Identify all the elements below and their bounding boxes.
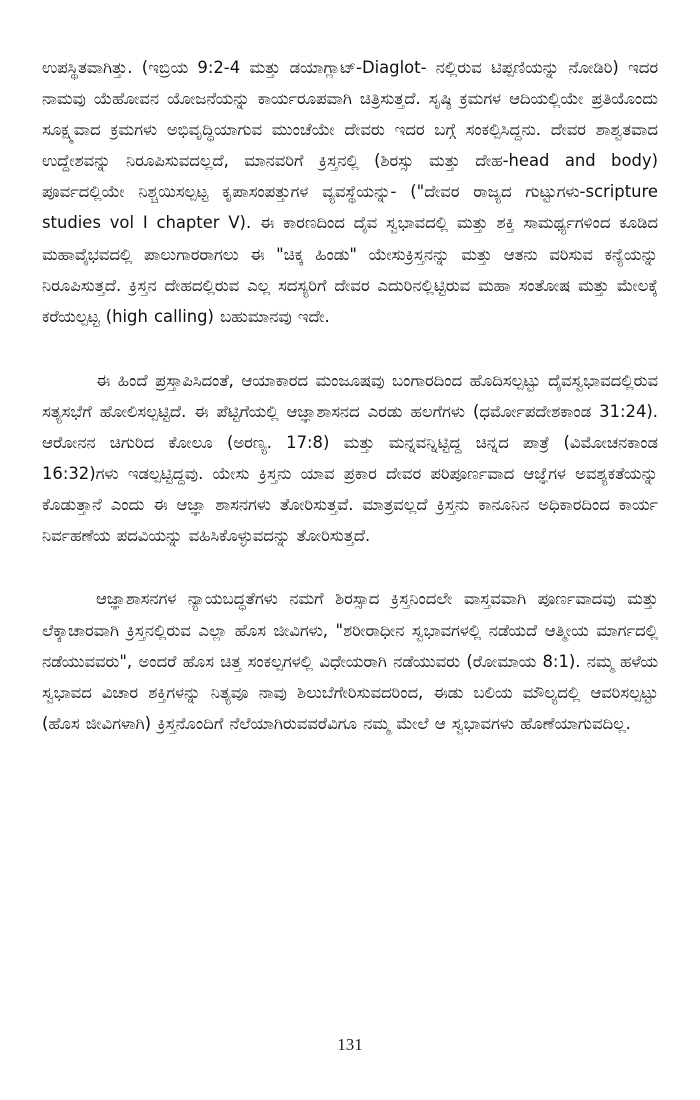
paragraph-1: ಉಪಸ್ಥಿತವಾಗಿತ್ತು. (ಇಬ್ರಿಯ 9:2-4 ಮತ್ತು ಡಯಾಗ್ಲಾಟ್-Diaglot- ನಲ್ಲಿರುವ ಟಿಪ್ಪಣಿಯನ್ನು ನೋಡಿರಿ) ಇದರ ನಾಮವು ಯೆಹೋವನ ಯೋಜನೆಯನ್ನು ಕಾರ್ಯರೂಪವಾಗಿ ಚಿತ್ರಿಸುತ್ತದೆ. ಸೃಷ್ಠಿ ಕ್ರಮಗಳ ಆದಿಯಲ್ಲಿಯೇ ಪ್ರತಿಯೊಂದು ಸೂಕ್ಷ್ಮವಾದ ಕ್ರಮಗಳು ಅಭಿವೃದ್ಧಿಯಾಗುವ ಮುಂಚೆಯೇ ದೇವರು ಇದರ ಬಗ್ಗೆ ಸಂಕಲ್ಪಿಸಿದ್ದನು. ದೇವರ ಶಾಶ್ವತವಾದ ಉದ್ದೇಶವನ್ನು ನಿರೂಪಿಸುವದಲ್ಲದೆ, ಮಾನವರಿಗೆ ಕ್ರಿಸ್ತನಲ್ಲಿ (ಶಿರಸ್ಸು ಮತ್ತು ದೇಹ-head and body) ಪೂರ್ವದಲ್ಲಿಯೇ ನಿಶ್ಚಯಿಸಲ್ಪಟ್ಟ ಕೃಪಾಸಂಪತ್ತುಗಳ ವ್ಯವಸ್ಥೆಯನ್ನು- ("ದೇವರ ರಾಜ್ಯದ ಗುಟ್ಟುಗಳು-scripture studies vol I chapter V). ಈ ಕಾರಣದಿಂದ ದೈವ ಸ್ವಭಾವದಲ್ಲಿ ಮತ್ತು ಶಕ್ತಿ ಸಾಮರ್ಥ್ಯಗಳಿಂದ ಕೂಡಿದ ಮಹಾವೈಭವದಲ್ಲಿ ಪಾಲುಗಾರರಾಗಲು ಈ "ಚಿಕ್ಕ ಹಿಂಡು" ಯೇಸುಕ್ರಿಸ್ತನನ್ನು ಮತ್ತು ಆತನು ವರಿಸುವ ಕನ್ಯೆಯನ್ನು ನಿರೂಪಿಸುತ್ತದೆ. ಕ್ರಿಸ್ತನ ದೇಹದಲ್ಲಿರುವ ಎಲ್ಲ ಸದಸ್ಯರಿಗೆ ದೇವರ ಎದುರಿನಲ್ಲಿಟ್ಟಿರುವ ಮಹಾ ಸಂತೋಷ ಮತ್ತು ಮೇಲಕ್ಕೆ ಕರೆಯಲ್ಪಟ್ಟ (high calling) ಬಹುಮಾನವು ಇದೇ. [42,58,658,326]
paragraph-2: ಈ ಹಿಂದೆ ಪ್ರಸ್ತಾಪಿಸಿದಂತೆ, ಆಯಾಕಾರದ ಮಂಜೂಷವು ಬಂಗಾರದಿಂದ ಹೊದಿಸಲ್ಪಟ್ಟು ದೈವಸ್ವಭಾವದಲ್ಲಿರುವ ಸತ್ಯಸಭೆಗೆ ಹೋಲಿಸಲ್ಪಟ್ಟಿದೆ. ಈ ಪೆಟ್ಟಿಗೆಯಲ್ಲಿ ಆಜ್ಞಾಶಾಸನದ ಎರಡು ಹಲಗೆಗಳು (ಧರ್ಮೋಪದೇಶಕಾಂಡ 31:24). ಆರೋನನ ಚಿಗುರಿದ ಕೋಲೂ (ಅರಣ್ಯ. 17:8) ಮತ್ತು ಮನ್ನವನ್ನಿಟ್ಟಿದ್ದ ಚಿನ್ನದ ಪಾತ್ರೆ (ವಿಮೋಚನಕಾಂಡ 16:32)ಗಳು ಇಡಲ್ಪಟ್ಟಿದ್ದವು. ಯೇಸು ಕ್ರಿಸ್ತನು ಯಾವ ಪ್ರಕಾರ ದೇವರ ಪರಿಪೂರ್ಣವಾದ ಆಜ್ಞೆಗಳ ಅವಶ್ಯಕತೆಯನ್ನು ಕೊಡುತ್ತಾನೆ ಎಂದು ಈ ಆಜ್ಞಾ ಶಾಸನಗಳು ತೋರಿಸುತ್ತವೆ. ಮಾತ್ರವಲ್ಲದೆ ಕ್ರಿಸ್ತನು ಕಾನೂನಿನ ಅಧಿಕಾರದಿಂದ ಕಾರ್ಯ ನಿರ್ವಹಣೆಯ ಪದವಿಯನ್ನು ವಹಿಸಿಕೊಳ್ಳುವದನ್ನು ತೋರಿಸುತ್ತದೆ. [42,370,658,546]
page-number: 131 [337,1035,363,1054]
page-body [42,52,658,739]
paragraph-3: ಆಜ್ಞಾಶಾಸನಗಳ ನ್ಯಾಯಬದ್ಧತೆಗಳು ನಮಗೆ ಶಿರಸ್ಸಾದ ಕ್ರಿಸ್ತನಿಂದಲೇ ವಾಸ್ತವವಾಗಿ ಪೂರ್ಣವಾದವು ಮತ್ತು ಲೆಕ್ಕಾಚಾರವಾಗಿ ಕ್ರಿಸ್ತನಲ್ಲಿರುವ ಎಲ್ಲಾ ಹೊಸ ಜೀವಿಗಳು, "ಶರೀರಾಧೀನ ಸ್ವಭಾವಗಳಲ್ಲಿ ನಡೆಯದೆ ಆತ್ಮೀಯ ಮಾರ್ಗದಲ್ಲಿ ನಡೆಯುವವರು", ಅಂದರೆ ಹೊಸ ಚಿತ್ತ ಸಂಕಲ್ಪಗಳಲ್ಲಿ ವಿಧೇಯರಾಗಿ ನಡೆಯುವರು (ರೋಮಾಯ 8:1). ನಮ್ಮ ಹಳೆಯ ಸ್ವಭಾವದ ವಿಚಾರ ಶಕ್ತಿಗಳನ್ನು ನಿತ್ಯವೂ ನಾವು ಶಿಲುಬೆಗೇರಿಸುವದರಿಂದ, ಈಡು ಬಲಿಯ ಮೌಲ್ಯದಲ್ಲಿ ಆವರಿಸಲ್ಪಟ್ಟು (ಹೊಸ ಜೀವಿಗಳಾಗಿ) ಕ್ರಿಸ್ತನೊಂದಿಗೆ ನೆಲೆಯಾಗಿರುವವರೆವಿಗೂ ನಮ್ಮ ಮೇಲೆ ಆ ಸ್ವಭಾವಗಳು ಹೊಣೆಯಾಗುವದಿಲ್ಲ. [42,589,658,733]
